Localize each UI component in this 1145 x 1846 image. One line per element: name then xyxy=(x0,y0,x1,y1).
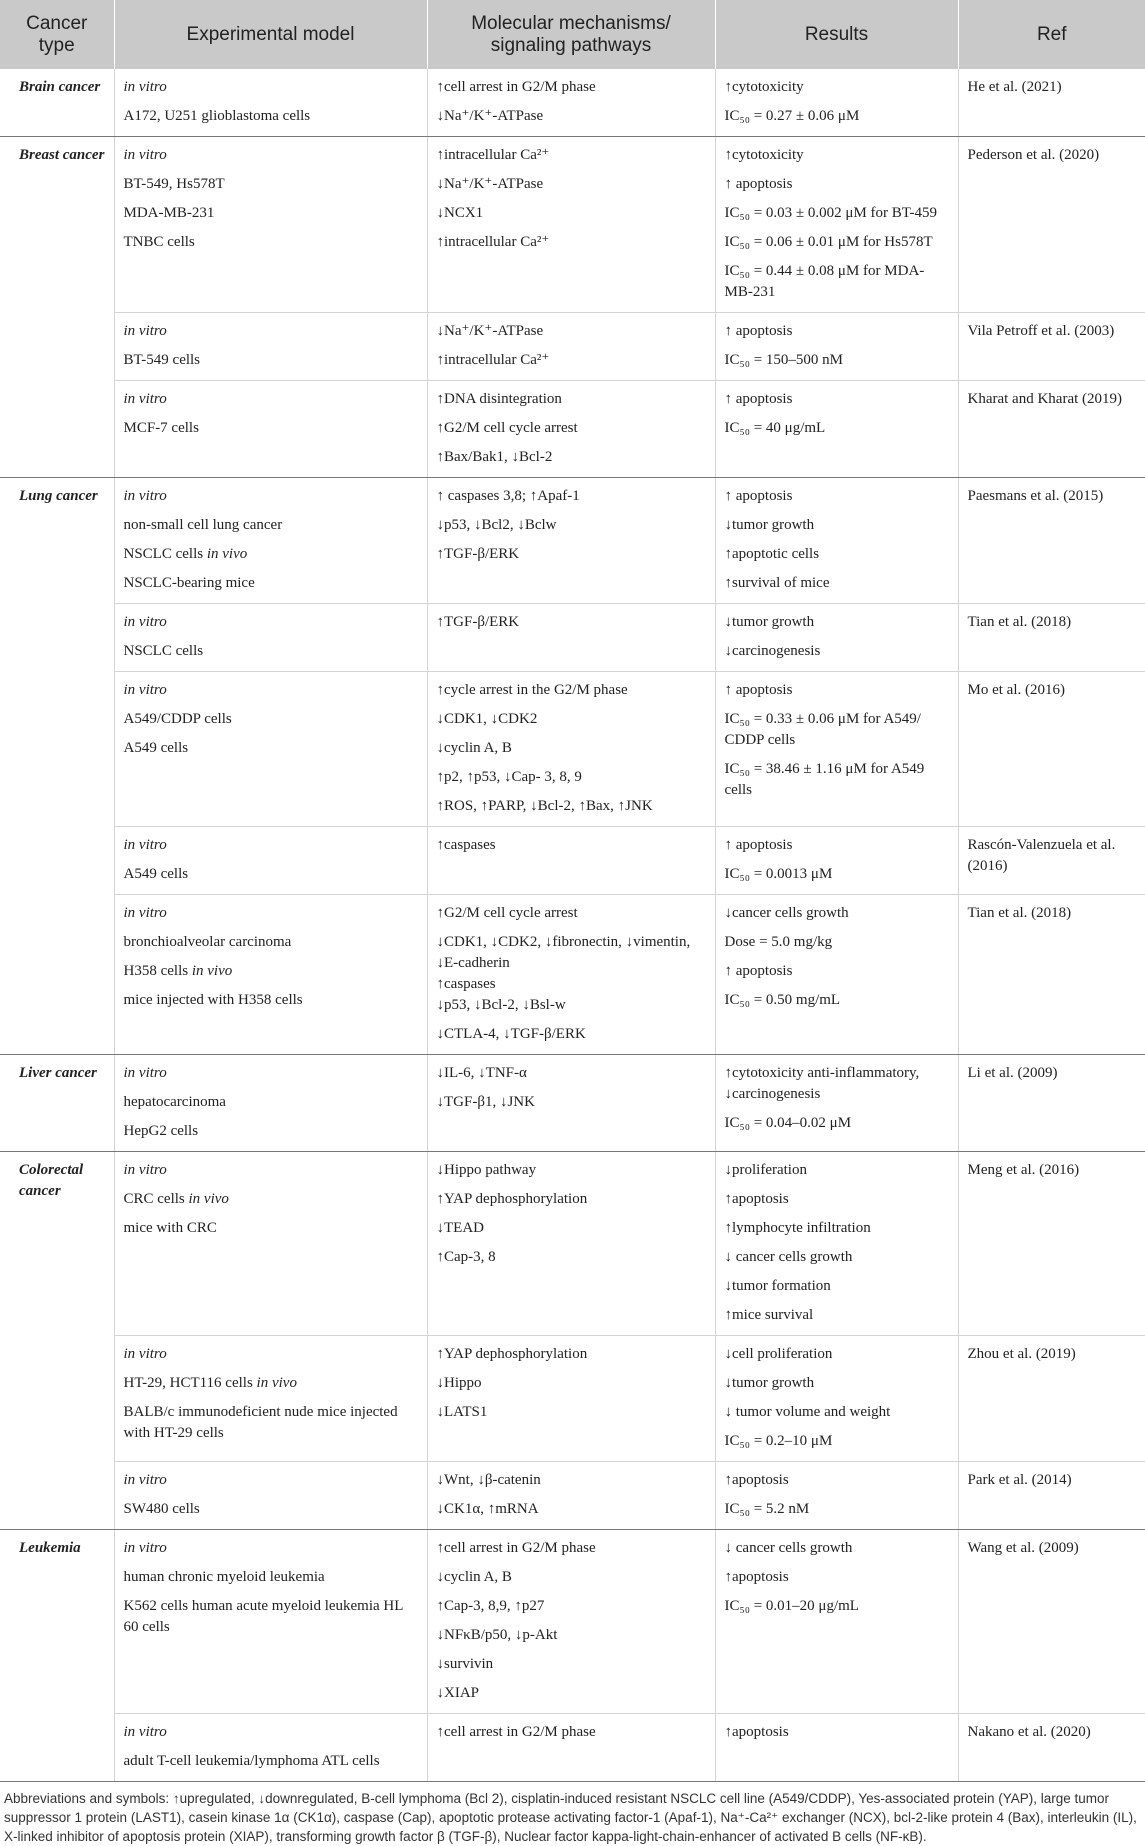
mechanisms-cell xyxy=(427,1714,715,1782)
model-text: SW480 cells xyxy=(123,1501,200,1517)
result-item: ↑apoptosis xyxy=(724,1569,789,1585)
mechanism-item: ↓p53, ↓Bcl-2, ↓Bsl-w xyxy=(436,997,566,1013)
results-cell xyxy=(715,1336,958,1462)
model-text: BT-549 cells xyxy=(123,352,201,368)
result-item: IC₅₀ = 38.46 ± 1.16 μM for A549 cells xyxy=(724,761,925,798)
result-item: ↓cancer cells growth xyxy=(724,905,849,921)
model-qualifier: in vitro xyxy=(123,323,167,339)
mechanisms-cell xyxy=(427,1152,715,1336)
model-line xyxy=(124,864,418,885)
result-item: IC₅₀ = 0.50 mg/mL xyxy=(724,992,841,1008)
cancer-type-cell: Breast cancer xyxy=(0,137,114,478)
mechanism-item: ↓CDK1, ↓CDK2 xyxy=(436,711,538,727)
model-line xyxy=(124,1402,418,1444)
experimental-model-cell xyxy=(114,1462,427,1530)
model-text: A172, U251 glioblastoma cells xyxy=(123,108,311,124)
result-item: ↑cytotoxicity anti-inflammatory, ↓carcinogenesis xyxy=(724,1065,920,1102)
mechanism-item: ↓TGF-β1, ↓JNK xyxy=(436,1094,535,1110)
model-line xyxy=(124,350,418,371)
model-text: TNBC cells xyxy=(123,234,195,250)
mechanism-item: ↑p2, ↑p53, ↓Cap- 3, 8, 9 xyxy=(436,769,582,785)
model-text: mice injected with H358 cells xyxy=(123,992,303,1008)
result-item: IC₅₀ = 150–500 nM xyxy=(724,352,844,368)
result-item: ↑ apoptosis xyxy=(724,963,793,979)
result-item: ↓tumor growth xyxy=(724,1375,815,1391)
table-row xyxy=(0,604,1145,672)
table-header xyxy=(0,0,1145,69)
model-line xyxy=(124,106,418,127)
mechanism-item: ↓NCX1 xyxy=(436,205,484,221)
model-line xyxy=(124,835,418,856)
reference-cell: Tian et al. (2018) xyxy=(958,604,1145,672)
result-item: IC₅₀ = 0.03 ± 0.002 μM for BT-459 xyxy=(724,205,938,221)
model-line xyxy=(124,961,418,982)
result-item: ↑cytotoxicity xyxy=(724,147,804,163)
experimental-model-cell xyxy=(114,1055,427,1152)
model-qualifier: in vitro xyxy=(123,1346,167,1362)
result-item: ↓tumor formation xyxy=(724,1278,831,1294)
table-row xyxy=(0,1714,1145,1782)
model-line xyxy=(124,1218,418,1239)
mechanisms-cell xyxy=(427,1462,715,1530)
table-footnote: Abbreviations and symbols: ↑upregulated, ↓downregulated, B-cell lymphoma (Bcl 2), cisplatin-induced resistant NSCLC cell line (A549/CDDP), Yes-associated protein (YAP), large tumor suppressor 1 protein (LAST1), casein kinase 1α (CK1α), caspase (Cap), apoptotic protease activating factor-1 (Apaf-1), Na⁺-Ca²⁺ exchanger (NCX), bcl-2-like protein 4 (Bax), interleukin (IL), X-linked inhibitor of apoptosis protein (XIAP), transforming growth factor β (TGF-β), Nuclear factor kappa-light-chain-enhancer of activated B cells (NF-κB). xyxy=(4,1791,1137,1844)
reference-cell: Li et al. (2009) xyxy=(958,1055,1145,1152)
model-line xyxy=(124,1538,418,1559)
model-text: A549/CDDP cells xyxy=(123,711,232,727)
mechanisms-cell xyxy=(427,137,715,313)
model-line xyxy=(124,418,418,439)
mechanism-item: ↑intracellular Ca²⁺ xyxy=(436,234,550,250)
results-cell xyxy=(715,313,958,381)
model-text: MDA-MB-231 xyxy=(123,205,215,221)
result-item: ↓tumor growth xyxy=(724,614,815,630)
result-item: IC₅₀ = 5.2 nM xyxy=(724,1501,810,1517)
mechanism-item: ↑DNA disintegration xyxy=(436,391,562,407)
mechanism-item: ↑Cap-3, 8,9, ↑p27 xyxy=(436,1598,545,1614)
table-row xyxy=(0,827,1145,895)
cancer-type-cell: Brain cancer xyxy=(0,69,114,137)
mechanism-item: ↑cell arrest in G2/M phase xyxy=(436,79,596,95)
reference-cell: Vila Petroff et al. (2003) xyxy=(958,313,1145,381)
experimental-model-cell xyxy=(114,69,427,137)
mechanism-item: ↑caspases xyxy=(436,976,496,992)
model-text: NSCLC cells xyxy=(123,643,204,659)
model-text: BALB/c immunodeficient nude mice injected with HT-29 cells xyxy=(123,1404,398,1441)
model-line xyxy=(124,1063,418,1084)
mechanism-item: ↑intracellular Ca²⁺ xyxy=(436,147,550,163)
result-item: ↑apoptosis xyxy=(724,1472,789,1488)
model-line xyxy=(124,903,418,924)
model-line xyxy=(124,1160,418,1181)
model-line xyxy=(124,680,418,701)
mechanism-item: ↓p53, ↓Bcl2, ↓Bclw xyxy=(436,517,557,533)
mechanism-item: ↑Bax/Bak1, ↓Bcl-2 xyxy=(436,449,553,465)
model-qualifier: in vitro xyxy=(123,1065,167,1081)
reference-cell: Pederson et al. (2020) xyxy=(958,137,1145,313)
mechanism-item: ↓IL-6, ↓TNF-α xyxy=(436,1065,527,1081)
mechanism-item: ↑Cap-3, 8 xyxy=(436,1249,496,1265)
mechanism-item: ↓XIAP xyxy=(436,1685,480,1701)
model-text: A549 cells xyxy=(123,740,189,756)
model-line xyxy=(124,544,418,565)
result-item: ↑lymphocyte infiltration xyxy=(724,1220,871,1236)
model-text: NSCLC cells xyxy=(123,546,207,562)
result-item: ↓tumor growth xyxy=(724,517,815,533)
model-line xyxy=(124,709,418,730)
model-line xyxy=(124,641,418,662)
model-line xyxy=(124,612,418,633)
model-text: BT-549, Hs578T xyxy=(123,176,225,192)
mechanism-item: ↑cycle arrest in the G2/M phase xyxy=(436,682,628,698)
mechanism-item: ↓TEAD xyxy=(436,1220,484,1236)
mechanism-item: ↓Na⁺/K⁺-ATPase xyxy=(436,176,544,192)
result-item: IC₅₀ = 0.33 ± 0.06 μM for A549/ CDDP cells xyxy=(724,711,921,748)
model-text: bronchioalveolar carcinoma xyxy=(123,934,292,950)
result-item: ↑apoptosis xyxy=(724,1191,789,1207)
model-qualifier: in vivo xyxy=(191,963,233,979)
model-line xyxy=(124,1751,418,1772)
model-line xyxy=(124,174,418,195)
model-text: NSCLC-bearing mice xyxy=(123,575,255,591)
model-qualifier: in vitro xyxy=(123,147,167,163)
model-text: HepG2 cells xyxy=(123,1123,199,1139)
table-row xyxy=(0,1462,1145,1530)
experimental-model-cell xyxy=(114,1530,427,1714)
table-body xyxy=(0,69,1145,1782)
model-line xyxy=(124,389,418,410)
reference-cell: Tian et al. (2018) xyxy=(958,895,1145,1055)
result-item: ↓proliferation xyxy=(724,1162,807,1178)
model-line xyxy=(124,203,418,224)
model-line xyxy=(124,990,418,1011)
mechanism-item: ↑cell arrest in G2/M phase xyxy=(436,1724,596,1740)
results-cell xyxy=(715,1530,958,1714)
model-line xyxy=(124,1567,418,1588)
experimental-model-cell xyxy=(114,137,427,313)
model-line xyxy=(124,1121,418,1142)
model-text: mice with CRC xyxy=(123,1220,217,1236)
result-item: ↑apoptosis xyxy=(724,1724,789,1740)
model-line xyxy=(124,232,418,253)
reference-cell: Nakano et al. (2020) xyxy=(958,1714,1145,1782)
table-row xyxy=(0,478,1145,604)
mechanism-item: ↓Hippo pathway xyxy=(436,1162,537,1178)
results-cell xyxy=(715,604,958,672)
mechanism-item: ↑ caspases 3,8; ↑Apaf-1 xyxy=(436,488,580,504)
model-line xyxy=(124,932,418,953)
model-line xyxy=(124,1722,418,1743)
model-line xyxy=(124,1092,418,1113)
reference-cell: Park et al. (2014) xyxy=(958,1462,1145,1530)
result-item: IC₅₀ = 40 μg/mL xyxy=(724,420,826,436)
mechanism-item: ↓cyclin A, B xyxy=(436,1569,512,1585)
table-row xyxy=(0,69,1145,137)
model-qualifier: in vivo xyxy=(256,1375,297,1391)
mechanism-item: ↑YAP dephosphorylation xyxy=(436,1191,588,1207)
model-qualifier: in vitro xyxy=(123,1540,167,1556)
mechanisms-cell xyxy=(427,69,715,137)
model-qualifier: in vivo xyxy=(206,546,248,562)
reference-cell: Wang et al. (2009) xyxy=(958,1530,1145,1714)
mechanisms-cell xyxy=(427,895,715,1055)
mechanism-item: ↓CTLA-4, ↓TGF-β/ERK xyxy=(436,1026,586,1042)
result-item: ↑ apoptosis xyxy=(724,488,793,504)
result-item: ↑apoptotic cells xyxy=(724,546,820,562)
mechanism-item: ↓CK1α, ↑mRNA xyxy=(436,1501,539,1517)
model-line xyxy=(124,1344,418,1365)
results-cell xyxy=(715,1055,958,1152)
model-line xyxy=(124,1596,418,1638)
reference-cell: Kharat and Kharat (2019) xyxy=(958,381,1145,478)
mechanism-item: ↓CDK1, ↓CDK2, ↓fibronectin, ↓vimentin, ↓E-cadherin xyxy=(436,934,691,971)
result-item: ↓ tumor volume and weight xyxy=(724,1404,891,1420)
reference-cell: Meng et al. (2016) xyxy=(958,1152,1145,1336)
table-row xyxy=(0,137,1145,313)
experimental-model-cell xyxy=(114,672,427,827)
mechanism-item: ↓cyclin A, B xyxy=(436,740,512,756)
results-cell xyxy=(715,381,958,478)
experimental-model-cell xyxy=(114,478,427,604)
reference-cell: Zhou et al. (2019) xyxy=(958,1336,1145,1462)
experimental-model-cell xyxy=(114,827,427,895)
results-cell xyxy=(715,895,958,1055)
experimental-model-cell xyxy=(114,381,427,478)
header-experimental-model: Experimental model xyxy=(114,0,427,69)
mechanisms-cell xyxy=(427,1336,715,1462)
model-line xyxy=(124,515,418,536)
table-row xyxy=(0,313,1145,381)
model-qualifier: in vitro xyxy=(123,837,167,853)
model-line xyxy=(124,486,418,507)
experimental-model-cell xyxy=(114,1714,427,1782)
result-item: ↑ apoptosis xyxy=(724,837,793,853)
reference-cell: Rascón-Valenzuela et al. (2016) xyxy=(958,827,1145,895)
cancer-type-cell: Liver cancer xyxy=(0,1055,114,1152)
mechanism-item: ↓NFκB/p50, ↓p-Akt xyxy=(436,1627,558,1643)
model-qualifier: in vivo xyxy=(188,1191,229,1207)
table-row xyxy=(0,1530,1145,1714)
mechanisms-cell xyxy=(427,604,715,672)
cancer-type-cell: Colorectal cancer xyxy=(0,1152,114,1530)
model-text: K562 cells human acute myeloid leukemia HL 60 cells xyxy=(123,1598,403,1635)
model-text: human chronic myeloid leukemia xyxy=(123,1569,325,1585)
model-line xyxy=(124,1189,418,1210)
result-item: ↑ apoptosis xyxy=(724,682,793,698)
table-row xyxy=(0,1336,1145,1462)
header-ref: Ref xyxy=(958,0,1145,69)
mechanism-item: ↑G2/M cell cycle arrest xyxy=(436,420,578,436)
results-cell xyxy=(715,827,958,895)
model-qualifier: in vitro xyxy=(123,1724,167,1740)
experimental-model-cell xyxy=(114,604,427,672)
model-line xyxy=(124,321,418,342)
mechanism-item: ↑TGF-β/ERK xyxy=(436,614,520,630)
result-item: ↑cytotoxicity xyxy=(724,79,804,95)
result-item: ↑survival of mice xyxy=(724,575,830,591)
experimental-model-cell xyxy=(114,895,427,1055)
mechanism-item: ↑cell arrest in G2/M phase xyxy=(436,1540,596,1556)
model-line xyxy=(124,1373,418,1394)
result-item: ↑ apoptosis xyxy=(724,391,793,407)
mechanisms-cell xyxy=(427,1055,715,1152)
model-line xyxy=(124,145,418,166)
mechanism-item: ↓Wnt, ↓β-catenin xyxy=(436,1472,541,1488)
mechanism-item: ↑caspases xyxy=(436,837,496,853)
mechanism-item: ↑ROS, ↑PARP, ↓Bcl-2, ↑Bax, ↑JNK xyxy=(436,798,653,814)
table-row xyxy=(0,895,1145,1055)
experimental-model-cell xyxy=(114,1336,427,1462)
model-qualifier: in vitro xyxy=(123,79,167,95)
cancer-type-cell: Lung cancer xyxy=(0,478,114,1055)
model-qualifier: in vitro xyxy=(123,614,167,630)
mechanism-item: ↓Na⁺/K⁺-ATPase xyxy=(436,323,544,339)
mechanisms-cell xyxy=(427,478,715,604)
result-item: ↓cell proliferation xyxy=(724,1346,833,1362)
mechanisms-cell xyxy=(427,672,715,827)
result-item: ↑ apoptosis xyxy=(724,176,793,192)
result-item: IC₅₀ = 0.2–10 μM xyxy=(724,1433,833,1449)
result-item: IC₅₀ = 0.0013 μM xyxy=(724,866,833,882)
mechanism-item: ↑intracellular Ca²⁺ xyxy=(436,352,550,368)
model-line xyxy=(124,573,418,594)
result-item: IC₅₀ = 0.04–0.02 μM xyxy=(724,1115,852,1131)
results-cell xyxy=(715,1462,958,1530)
results-cell xyxy=(715,1152,958,1336)
result-item: ↓ cancer cells growth xyxy=(724,1249,853,1265)
model-text: CRC cells xyxy=(123,1191,189,1207)
results-cell xyxy=(715,672,958,827)
model-line xyxy=(124,1499,418,1520)
result-item: ↑ apoptosis xyxy=(724,323,793,339)
mechanism-item: ↓Hippo xyxy=(436,1375,482,1391)
model-qualifier: in vitro xyxy=(123,488,167,504)
table-row xyxy=(0,1152,1145,1336)
mechanisms-cell xyxy=(427,381,715,478)
mechanisms-cell xyxy=(427,827,715,895)
result-item: IC₅₀ = 0.06 ± 0.01 μM for Hs578T xyxy=(724,234,933,250)
model-line xyxy=(124,77,418,98)
model-text: MCF-7 cells xyxy=(123,420,199,436)
reference-cell: Paesmans et al. (2015) xyxy=(958,478,1145,604)
model-line xyxy=(124,738,418,759)
model-line xyxy=(124,1470,418,1491)
result-item: Dose = 5.0 mg/kg xyxy=(724,934,833,950)
header-cancer-type: Cancer type xyxy=(0,0,114,69)
reference-cell: He et al. (2021) xyxy=(958,69,1145,137)
mechanisms-cell xyxy=(427,313,715,381)
model-qualifier: in vitro xyxy=(123,682,167,698)
mechanism-item: ↑TGF-β/ERK xyxy=(436,546,520,562)
model-text: hepatocarcinoma xyxy=(123,1094,226,1110)
reference-cell: Mo et al. (2016) xyxy=(958,672,1145,827)
model-qualifier: in vitro xyxy=(123,1472,167,1488)
model-qualifier: in vitro xyxy=(123,1162,167,1178)
table-row xyxy=(0,1055,1145,1152)
results-cell xyxy=(715,69,958,137)
header-results: Results xyxy=(715,0,958,69)
results-cell xyxy=(715,478,958,604)
model-text: HT-29, HCT116 cells xyxy=(123,1375,257,1391)
mechanism-item: ↓LATS1 xyxy=(436,1404,488,1420)
experimental-model-cell xyxy=(114,1152,427,1336)
experimental-model-cell xyxy=(114,313,427,381)
result-item: IC₅₀ = 0.01–20 μg/mL xyxy=(724,1598,859,1614)
result-item: ↓carcinogenesis xyxy=(724,643,821,659)
mechanism-item: ↓survivin xyxy=(436,1656,494,1672)
table-row xyxy=(0,672,1145,827)
header-row xyxy=(0,0,1145,69)
results-cell xyxy=(715,1714,958,1782)
mechanism-item: ↑YAP dephosphorylation xyxy=(436,1346,588,1362)
result-item: ↓ cancer cells growth xyxy=(724,1540,853,1556)
result-item: IC₅₀ = 0.27 ± 0.06 μM xyxy=(724,108,860,124)
table-row xyxy=(0,381,1145,478)
mechanism-item: ↓Na⁺/K⁺-ATPase xyxy=(436,108,544,124)
results-cell xyxy=(715,137,958,313)
model-text: A549 cells xyxy=(123,866,189,882)
mechanism-item: ↑G2/M cell cycle arrest xyxy=(436,905,578,921)
model-qualifier: in vitro xyxy=(123,391,167,407)
result-item: ↑mice survival xyxy=(724,1307,814,1323)
mechanisms-cell xyxy=(427,1530,715,1714)
model-text: H358 cells xyxy=(123,963,192,979)
model-text: adult T-cell leukemia/lymphoma ATL cells xyxy=(123,1753,380,1769)
result-item: IC₅₀ = 0.44 ± 0.08 μM for MDA-MB-231 xyxy=(724,263,925,300)
header-molecular-mechanisms: Molecular mechanisms/ signaling pathways xyxy=(427,0,715,69)
model-qualifier: in vitro xyxy=(123,905,167,921)
cancer-type-cell: Leukemia xyxy=(0,1530,114,1782)
model-text: non-small cell lung cancer xyxy=(123,517,283,533)
